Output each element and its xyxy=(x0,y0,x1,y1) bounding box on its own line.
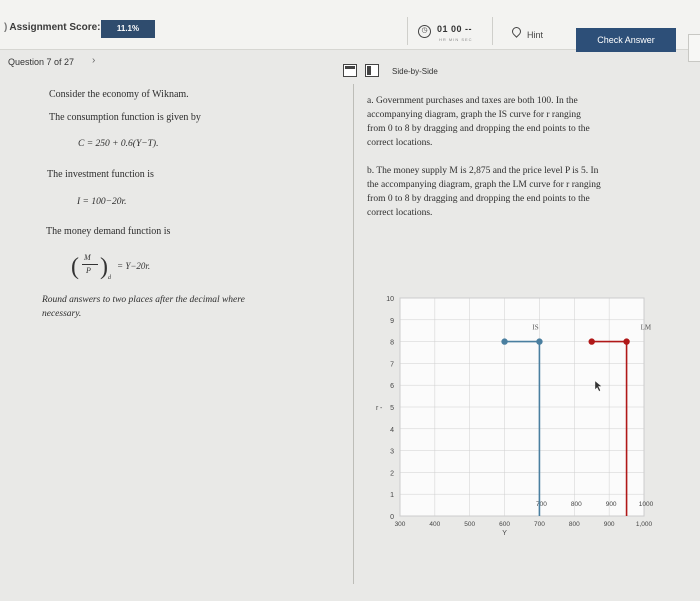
single-view-icon[interactable] xyxy=(343,64,357,77)
money-demand-label: The money demand function is xyxy=(46,226,171,237)
question-counter: Question 7 of 27 xyxy=(8,57,75,67)
part-a-text: a. Government purchases and taxes are both 100. In the accompanying diagram, graph the IS curve for r ranging from 0 to 8 by dragging and dropping the end points to the correct locations. xyxy=(367,96,590,148)
curve-label-is: IS xyxy=(532,323,539,332)
curve-handle-lm[interactable] xyxy=(589,338,595,344)
rounding-note: Round answers to two places after the decimal where xyxy=(42,295,245,305)
fraction-numerator: M xyxy=(84,253,91,262)
consumption-label: The consumption function is given by xyxy=(49,112,201,123)
y-tick-label: 2 xyxy=(390,470,394,478)
rounding-note-cont: necessary. xyxy=(42,309,82,319)
consumption-equation: C = 250 + 0.6(Y−T). xyxy=(78,139,159,149)
intro-text: Consider the economy of Wiknam. xyxy=(49,89,189,100)
curve-label-lm: LM xyxy=(640,323,652,332)
y-axis-dash: - xyxy=(380,405,383,412)
panel-divider[interactable] xyxy=(353,84,354,584)
x-tick-label: 900 xyxy=(603,521,615,528)
curve-handle-lm[interactable] xyxy=(623,338,629,344)
view-mode-label: Side-by-Side xyxy=(392,67,438,76)
x-tick-label: 600 xyxy=(499,521,511,528)
assignment-score-label: ) Assignment Score: xyxy=(4,22,101,33)
timer-divider xyxy=(407,17,408,45)
investment-equation: I = 100−20r. xyxy=(77,197,127,207)
y-tick-label: 8 xyxy=(390,339,394,347)
investment-label: The investment function is xyxy=(47,169,154,180)
y-tick-label: 4 xyxy=(390,426,394,434)
top-bar xyxy=(0,0,700,50)
fraction-bar xyxy=(82,264,98,265)
help-panel-tab[interactable] xyxy=(688,34,700,62)
timer-divider xyxy=(492,17,493,45)
side-by-side-icon[interactable] xyxy=(365,64,379,77)
inner-x-tick-label: 700 xyxy=(535,501,547,508)
y-tick-label: 5 xyxy=(390,405,394,412)
x-axis-label: Y xyxy=(502,530,507,537)
fraction-denominator: P xyxy=(86,266,91,275)
lightbulb-icon[interactable] xyxy=(510,25,523,38)
check-answer-button[interactable]: Check Answer xyxy=(576,28,676,52)
x-tick-label: 700 xyxy=(533,521,545,528)
timer-units: HR MIN SEC xyxy=(439,37,473,42)
x-tick-label: 500 xyxy=(464,521,476,528)
paren-close: ) xyxy=(100,254,108,280)
fraction-subscript: d xyxy=(108,275,111,281)
y-tick-label: 6 xyxy=(390,383,394,391)
y-tick-label: 0 xyxy=(390,514,394,521)
y-tick-label: 9 xyxy=(390,317,394,325)
curve-handle-is[interactable] xyxy=(501,338,507,344)
chevron-right-icon[interactable]: › xyxy=(92,55,96,66)
x-tick-label: 800 xyxy=(568,521,580,528)
timer-value: 01 00 -- xyxy=(437,24,473,34)
inner-x-tick-label: 900 xyxy=(605,501,617,508)
inner-x-tick-label: 1000 xyxy=(638,501,654,508)
x-tick-label: 300 xyxy=(394,521,406,528)
y-axis-label: r xyxy=(376,405,379,412)
curve-handle-is[interactable] xyxy=(536,338,542,344)
clock-icon: ◷ xyxy=(418,25,431,38)
y-tick-label: 3 xyxy=(390,448,394,456)
part-b-text: b. The money supply M is 2,875 and the price level P is 5. In the accompanying diagram, graph the LM curve for r ranging from 0 to 8 by dragging and dropping the end points to the correct locations. xyxy=(367,166,601,218)
x-tick-label: 1,000 xyxy=(635,521,653,528)
y-tick-label: 10 xyxy=(386,296,394,303)
hint-button[interactable]: Hint xyxy=(527,30,544,40)
inner-x-tick-label: 800 xyxy=(570,501,582,508)
y-tick-label: 7 xyxy=(390,361,394,369)
paren-open: ( xyxy=(71,254,79,280)
x-tick-label: 400 xyxy=(429,521,441,528)
y-tick-label: 1 xyxy=(390,492,394,500)
score-badge: 11.1% xyxy=(101,20,155,38)
is-lm-graph[interactable] xyxy=(360,286,680,546)
money-demand-rhs: = Y−20r. xyxy=(117,261,151,271)
